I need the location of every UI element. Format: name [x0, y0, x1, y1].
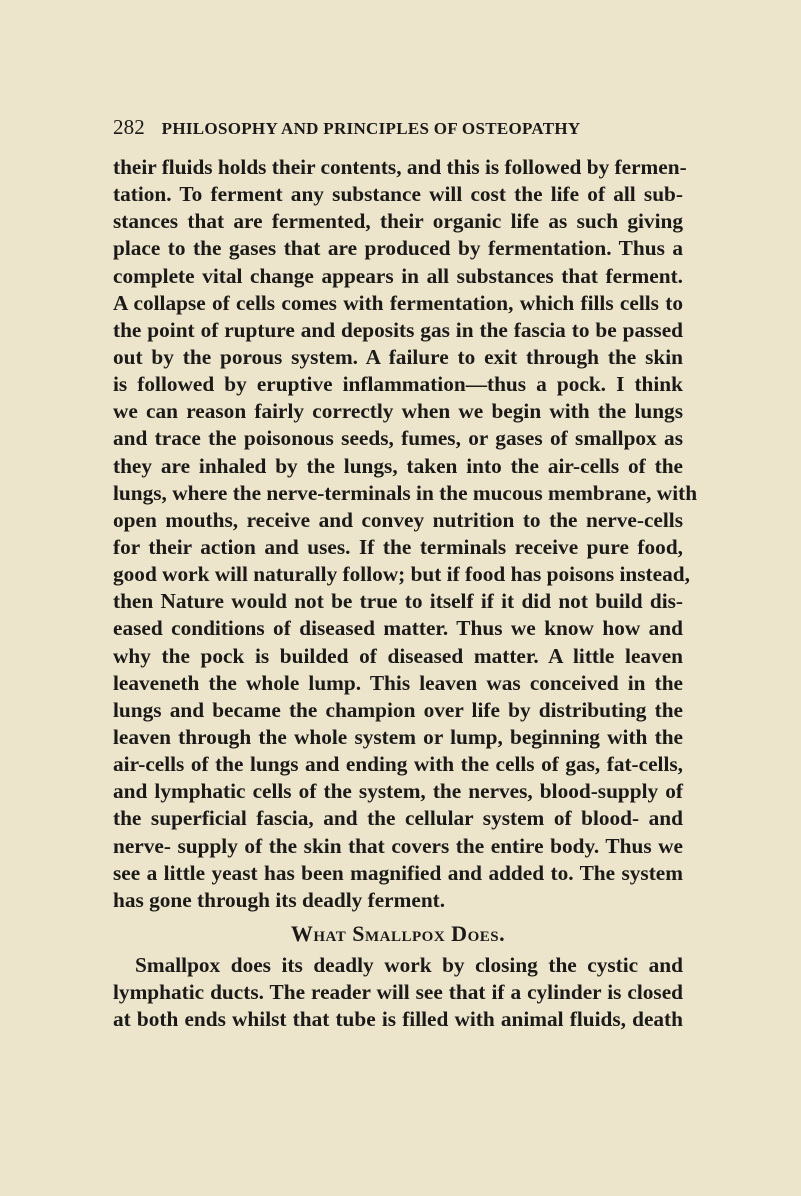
text-line: see a little yeast has been magnified and added to. The system	[113, 860, 683, 885]
text-line: lymphatic ducts. The reader will see that if a cylinder is closed	[113, 980, 683, 1005]
text-line: place to the gases that are produced by fermentation. Thus a	[113, 236, 683, 261]
page-number: 282	[113, 115, 145, 139]
text-line: the point of rupture and deposits gas in the fascia to be passed	[113, 317, 683, 342]
text-line: lungs, where the nerve-terminals in the mucous membrane, with	[113, 480, 698, 505]
text-line: tation. To ferment any substance will cost the life of all sub-	[113, 182, 683, 207]
text-line: and lymphatic cells of the system, the nerves, blood-supply of	[113, 779, 683, 804]
paragraph	[113, 952, 683, 1033]
text-line: open mouths, receive and convey nutrition to the nerve-cells	[113, 507, 683, 532]
text-line: nerve- supply of the skin that covers the entire body. Thus we	[113, 833, 683, 858]
text-line: eased conditions of diseased matter. Thus we know how and	[113, 616, 683, 641]
paragraph	[113, 154, 698, 914]
text-line: leaveneth the whole lump. This leaven was conceived in the	[113, 670, 683, 695]
text-line: Smallpox does its deadly work by closing the cystic and	[135, 952, 683, 977]
text-line: at both ends whilst that tube is filled with animal fluids, death	[113, 1007, 683, 1032]
text-line: out by the porous system. A failure to exit through the skin	[113, 344, 683, 369]
text-line: then Nature would not be true to itself if it did not build dis-	[113, 589, 683, 614]
text-line: A collapse of cells comes with fermentation, which fills cells to	[113, 290, 683, 315]
text-line: complete vital change appears in all substances that ferment.	[113, 263, 683, 288]
text-line: and trace the poisonous seeds, fumes, or gases of smallpox as	[113, 426, 683, 451]
running-title: PHILOSOPHY AND PRINCIPLES OF OSTEOPATHY	[161, 119, 581, 138]
text-line: for their action and uses. If the terminals receive pure food,	[113, 534, 683, 559]
text-line: leaven through the whole system or lump, beginning with the	[113, 724, 683, 749]
text-line: air-cells of the lungs and ending with the cells of gas, fat-cells,	[113, 752, 683, 777]
text-line: stances that are fermented, their organic life as such giving	[113, 209, 683, 234]
body-text	[113, 154, 698, 1033]
text-line: has gone through its deadly ferment.	[113, 887, 446, 912]
text-line: is followed by eruptive inflammation—thus a pock. I think	[113, 372, 683, 397]
text-line: we can reason fairly correctly when we begin with the lungs	[113, 399, 683, 424]
running-header	[113, 115, 713, 139]
text-line: lungs and became the champion over life by distributing the	[113, 697, 683, 722]
section-heading: What Smallpox Does.	[290, 920, 506, 946]
text-line: they are inhaled by the lungs, taken into the air-cells of the	[113, 453, 683, 478]
text-line: their fluids holds their contents, and this is followed by fermen-	[113, 155, 687, 179]
text-line: the superficial fascia, and the cellular system of blood- and	[113, 806, 683, 831]
text-line: good work will naturally follow; but if food has poisons instead,	[113, 562, 690, 587]
text-line: why the pock is builded of diseased matter. A little leaven	[113, 643, 683, 668]
